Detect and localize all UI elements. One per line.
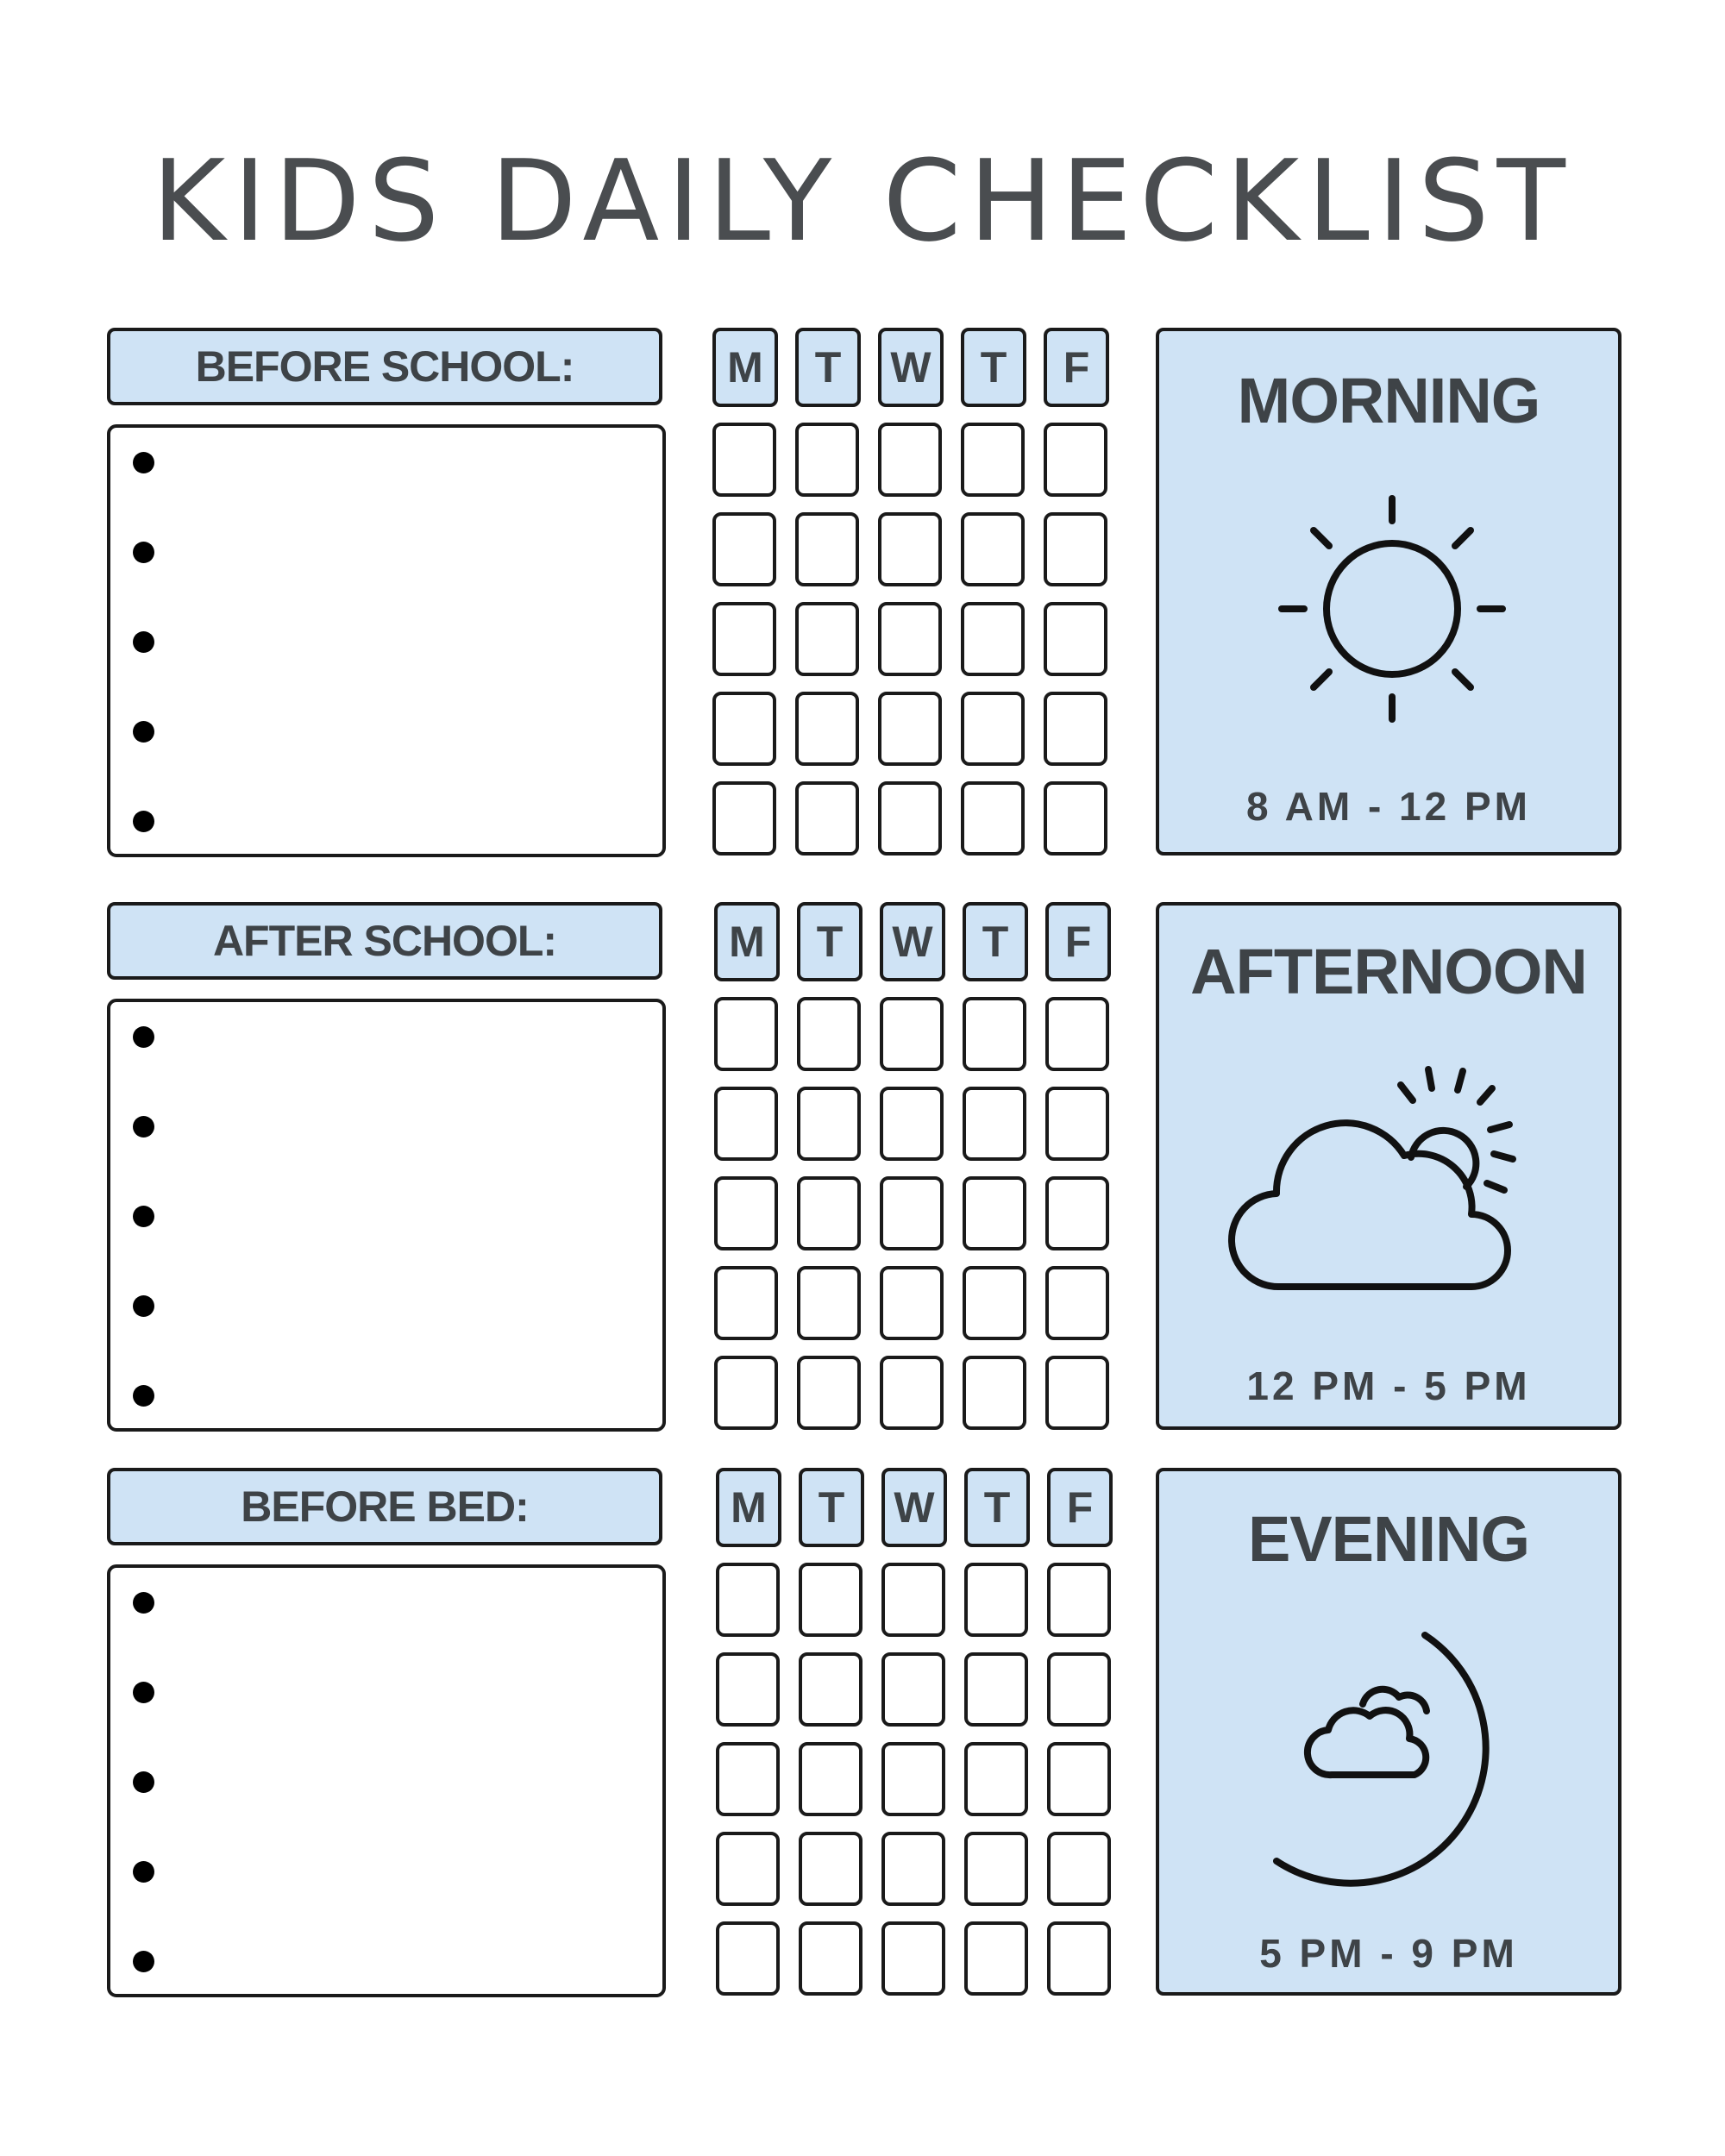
bullet <box>133 1951 154 1972</box>
checkbox[interactable] <box>714 1356 778 1430</box>
checkbox[interactable] <box>714 1176 778 1250</box>
checkbox[interactable] <box>799 1742 862 1816</box>
bullet <box>133 452 154 473</box>
time-card-evening <box>1156 1468 1622 1996</box>
checkbox[interactable] <box>797 1266 861 1340</box>
checkbox[interactable] <box>799 1921 862 1996</box>
bullet <box>133 542 154 563</box>
day-header: M <box>716 1468 781 1547</box>
checkbox[interactable] <box>961 512 1025 586</box>
checkbox[interactable] <box>714 997 778 1071</box>
checkbox[interactable] <box>1044 512 1107 586</box>
bullet <box>133 1295 154 1317</box>
bullet <box>133 1026 154 1048</box>
checkbox[interactable] <box>961 423 1025 497</box>
day-header: M <box>712 328 778 407</box>
sun-icon <box>1159 331 1625 859</box>
checkbox[interactable] <box>963 1266 1026 1340</box>
checkbox[interactable] <box>963 1087 1026 1161</box>
day-header: M <box>714 902 780 981</box>
checkbox[interactable] <box>1047 1921 1111 1996</box>
period-title: MORNING <box>1237 365 1540 436</box>
period-title: EVENING <box>1247 1503 1530 1575</box>
checkbox[interactable] <box>880 1356 944 1430</box>
checkbox[interactable] <box>964 1563 1028 1637</box>
checkbox[interactable] <box>1047 1563 1111 1637</box>
checkbox[interactable] <box>878 602 942 676</box>
task-list[interactable] <box>107 999 666 1432</box>
checkbox[interactable] <box>795 692 859 766</box>
task-list[interactable] <box>107 424 666 857</box>
checkbox[interactable] <box>716 1921 780 1996</box>
period-title: AFTERNOON <box>1190 936 1587 1007</box>
section-label: BEFORE BED: <box>107 1468 662 1545</box>
checkbox[interactable] <box>963 1176 1026 1250</box>
page-title: KIDS DAILY CHECKLIST <box>152 135 1573 266</box>
checkbox[interactable] <box>714 1266 778 1340</box>
bullet <box>133 1116 154 1138</box>
bullet <box>133 1385 154 1407</box>
checkbox[interactable] <box>880 1176 944 1250</box>
day-header: F <box>1047 1468 1113 1547</box>
checkbox[interactable] <box>799 1652 862 1727</box>
checkbox[interactable] <box>1047 1742 1111 1816</box>
checkbox[interactable] <box>1044 423 1107 497</box>
checkbox[interactable] <box>1045 1356 1109 1430</box>
checkbox[interactable] <box>1045 997 1109 1071</box>
checkbox[interactable] <box>881 1832 945 1906</box>
checkbox[interactable] <box>961 602 1025 676</box>
checkbox[interactable] <box>964 1921 1028 1996</box>
checkbox[interactable] <box>964 1832 1028 1906</box>
checkbox[interactable] <box>1045 1266 1109 1340</box>
day-header: W <box>880 902 945 981</box>
bullet <box>133 1592 154 1614</box>
day-header: T <box>961 328 1026 407</box>
section-after-school <box>0 902 1725 1437</box>
checkbox[interactable] <box>712 692 776 766</box>
checkbox[interactable] <box>1044 602 1107 676</box>
section-before-school <box>0 328 1725 862</box>
checkbox[interactable] <box>878 781 942 856</box>
checkbox[interactable] <box>799 1832 862 1906</box>
checkbox[interactable] <box>881 1563 945 1637</box>
checkbox[interactable] <box>795 512 859 586</box>
checkbox[interactable] <box>964 1742 1028 1816</box>
bullet <box>133 631 154 653</box>
checkbox[interactable] <box>1047 1652 1111 1727</box>
period-hours: 5 PM - 9 PM <box>1259 1931 1518 1976</box>
checkbox[interactable] <box>881 1742 945 1816</box>
checkbox[interactable] <box>961 781 1025 856</box>
checkbox[interactable] <box>712 602 776 676</box>
day-header: T <box>797 902 862 981</box>
section-before-bed <box>0 1468 1725 2002</box>
checkbox[interactable] <box>797 1087 861 1161</box>
checkbox[interactable] <box>797 1356 861 1430</box>
checkbox[interactable] <box>1044 781 1107 856</box>
checkbox[interactable] <box>881 1921 945 1996</box>
task-list[interactable] <box>107 1564 666 1997</box>
day-header: F <box>1044 328 1109 407</box>
checkbox[interactable] <box>797 997 861 1071</box>
checkbox[interactable] <box>878 692 942 766</box>
time-card-afternoon <box>1156 902 1622 1430</box>
checkbox[interactable] <box>880 997 944 1071</box>
checkbox[interactable] <box>878 512 942 586</box>
checkbox[interactable] <box>880 1087 944 1161</box>
checkbox[interactable] <box>964 1652 1028 1727</box>
checkbox[interactable] <box>797 1176 861 1250</box>
checkbox[interactable] <box>963 1356 1026 1430</box>
checkbox[interactable] <box>716 1832 780 1906</box>
day-header: T <box>963 902 1028 981</box>
checkbox[interactable] <box>712 781 776 856</box>
checkbox[interactable] <box>880 1266 944 1340</box>
checkbox[interactable] <box>716 1563 780 1637</box>
section-label: AFTER SCHOOL: <box>107 902 662 980</box>
cloud-sun-icon <box>1159 906 1625 1433</box>
section-label: BEFORE SCHOOL: <box>107 328 662 405</box>
bullet <box>133 811 154 832</box>
period-hours: 8 AM - 12 PM <box>1245 784 1532 829</box>
checkbox[interactable] <box>1045 1176 1109 1250</box>
checkbox[interactable] <box>795 781 859 856</box>
checkbox[interactable] <box>1044 692 1107 766</box>
bullet <box>133 1771 154 1793</box>
checkbox[interactable] <box>1047 1832 1111 1906</box>
bullet <box>133 1682 154 1703</box>
time-card-morning <box>1156 328 1622 856</box>
checkbox[interactable] <box>716 1742 780 1816</box>
checkbox[interactable] <box>712 512 776 586</box>
bullet <box>133 1861 154 1883</box>
checkbox[interactable] <box>963 997 1026 1071</box>
day-header: T <box>964 1468 1030 1547</box>
bullet <box>133 1206 154 1227</box>
checkbox[interactable] <box>716 1652 780 1727</box>
moon-cloud-icon <box>1159 1471 1625 1999</box>
checkbox[interactable] <box>961 692 1025 766</box>
checkbox[interactable] <box>712 423 776 497</box>
checkbox[interactable] <box>881 1652 945 1727</box>
period-hours: 12 PM - 5 PM <box>1246 1363 1531 1408</box>
day-header: T <box>795 328 861 407</box>
checkbox[interactable] <box>1045 1087 1109 1161</box>
day-header: T <box>799 1468 864 1547</box>
day-header: W <box>881 1468 947 1547</box>
day-header: F <box>1045 902 1111 981</box>
checkbox[interactable] <box>878 423 942 497</box>
checkbox[interactable] <box>714 1087 778 1161</box>
checkbox[interactable] <box>799 1563 862 1637</box>
checkbox[interactable] <box>795 423 859 497</box>
checkbox[interactable] <box>795 602 859 676</box>
bullet <box>133 721 154 743</box>
day-header: W <box>878 328 944 407</box>
